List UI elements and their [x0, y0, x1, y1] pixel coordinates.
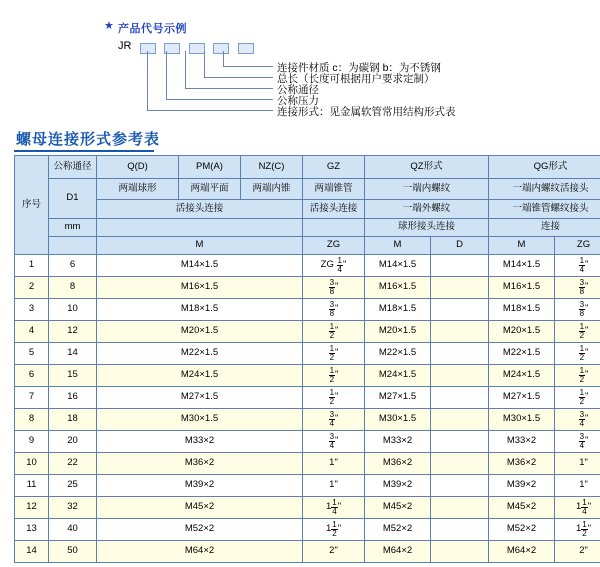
cell-qz-m: M39×2	[365, 475, 431, 497]
header-desc-nz: 两端内锥	[241, 179, 303, 200]
header-desc-q: 两端球形	[97, 179, 179, 200]
leader-line-v4	[166, 51, 167, 99]
header-group-code-gz: GZ	[303, 156, 365, 179]
cell-q-thread: M39×2	[97, 475, 303, 497]
nut-connection-table	[14, 155, 600, 563]
header-unit-qg-m: M	[489, 237, 555, 255]
header-desc-qg: 一端内螺纹活接头	[489, 179, 600, 200]
cell-qz-m: M45×2	[365, 497, 431, 519]
header-row4-gz	[303, 219, 365, 237]
cell-qg-zg: $\frac{1}{4}$ "	[555, 255, 600, 277]
cell-dn: 16	[49, 387, 97, 409]
header-unit-qg-zg: ZG	[555, 237, 600, 255]
table-row	[15, 431, 600, 453]
cell-qz-m: M20×1.5	[365, 321, 431, 343]
cell-dn: 10	[49, 299, 97, 321]
cell-seq: 13	[15, 519, 49, 541]
cell-qg-m: M52×2	[489, 519, 555, 541]
header-row3-left: 活接头连接	[97, 200, 303, 219]
header-group-code-pm: PM(A)	[179, 156, 241, 179]
cell-dn: 32	[49, 497, 97, 519]
cell-qg-zg: $\frac{1}{2}$ "	[555, 387, 600, 409]
header-desc-qz: 一端内螺纹	[365, 179, 489, 200]
cell-qz-m: M24×1.5	[365, 365, 431, 387]
cell-gz-thread: $\frac{3}{8}$ "	[303, 277, 365, 299]
cell-q-thread: M14×1.5	[97, 255, 303, 277]
cell-qz-d	[431, 277, 489, 299]
product-code-legend	[0, 0, 600, 124]
section-title-underline	[14, 150, 154, 152]
cell-seq: 8	[15, 409, 49, 431]
cell-qg-zg: $\frac{1}{2}$ "	[555, 343, 600, 365]
header-unit-qz-d: D	[431, 237, 489, 255]
cell-qg-zg: 1"	[555, 453, 600, 475]
cell-qg-m: M18×1.5	[489, 299, 555, 321]
leader-line-v3	[185, 51, 186, 88]
legend-item-length: 总长（长度可根据用户要求定制）	[277, 73, 435, 85]
cell-gz-thread: $\frac{3}{8}$ "	[303, 299, 365, 321]
cell-qz-d	[431, 387, 489, 409]
cell-qz-m: M30×1.5	[365, 409, 431, 431]
cell-qg-m: M14×1.5	[489, 255, 555, 277]
cell-qz-d	[431, 299, 489, 321]
code-box-3	[189, 43, 205, 54]
table-header-row-3	[15, 200, 600, 219]
table-row	[15, 365, 600, 387]
cell-qz-d	[431, 321, 489, 343]
header-group-code-qg: QG形式	[489, 156, 600, 179]
leader-line-v2	[204, 51, 205, 77]
cell-seq: 4	[15, 321, 49, 343]
cell-qz-m: M64×2	[365, 541, 431, 563]
legend-item-nominal-diameter: 公称通径	[277, 84, 319, 96]
cell-seq: 11	[15, 475, 49, 497]
table-row	[15, 387, 600, 409]
cell-qz-m: M22×1.5	[365, 343, 431, 365]
header-row4-qg: 连接	[489, 219, 600, 237]
cell-gz-thread: $\frac{1}{2}$ "	[303, 321, 365, 343]
cell-qg-zg: 1 $\frac{1}{2}$ "	[555, 519, 600, 541]
table-row	[15, 519, 600, 541]
header-row3-qg: 一端锥管螺纹接头	[489, 200, 600, 219]
cell-dn: 14	[49, 343, 97, 365]
cell-gz-thread: $\frac{3}{4}$ "	[303, 431, 365, 453]
leader-line-h5	[147, 110, 273, 111]
cell-qg-zg: $\frac{3}{8}$ "	[555, 299, 600, 321]
cell-qz-m: M16×1.5	[365, 277, 431, 299]
header-seq: 序号	[15, 156, 49, 255]
code-box-1	[140, 43, 156, 54]
cell-dn: 18	[49, 409, 97, 431]
cell-q-thread: M16×1.5	[97, 277, 303, 299]
cell-qg-m: M30×1.5	[489, 409, 555, 431]
header-row4-qz: 球形接头连接	[365, 219, 489, 237]
header-desc-pm: 两端平面	[179, 179, 241, 200]
cell-seq: 14	[15, 541, 49, 563]
cell-q-thread: M33×2	[97, 431, 303, 453]
cell-gz-thread: 2"	[303, 541, 365, 563]
table-row	[15, 343, 600, 365]
cell-qz-m: M52×2	[365, 519, 431, 541]
leader-line-h2	[204, 77, 273, 78]
table-header-row-1	[15, 156, 600, 179]
cell-seq: 1	[15, 255, 49, 277]
cell-dn: 40	[49, 519, 97, 541]
cell-dn: 22	[49, 453, 97, 475]
header-row4-left	[97, 219, 303, 237]
table-body	[15, 255, 600, 563]
cell-qz-d	[431, 475, 489, 497]
cell-q-thread: M18×1.5	[97, 299, 303, 321]
leader-line-v1	[223, 51, 224, 66]
cell-qg-zg: $\frac{1}{2}$ "	[555, 321, 600, 343]
header-unit-zg: ZG	[303, 237, 365, 255]
cell-qg-m: M33×2	[489, 431, 555, 453]
cell-dn: 20	[49, 431, 97, 453]
header-dn-label: 公称通径	[49, 156, 97, 179]
cell-gz-thread: $\frac{1}{2}$ "	[303, 365, 365, 387]
cell-gz-thread: $\frac{3}{4}$ "	[303, 409, 365, 431]
legend-item-nominal-pressure: 公称压力	[277, 95, 319, 107]
code-box-5	[238, 43, 254, 54]
cell-qg-m: M45×2	[489, 497, 555, 519]
cell-gz-thread: 1"	[303, 475, 365, 497]
table-row	[15, 409, 600, 431]
cell-qg-m: M20×1.5	[489, 321, 555, 343]
header-row3-qz: 一端外螺纹	[365, 200, 489, 219]
header-group-code-nz: NZ(C)	[241, 156, 303, 179]
cell-qg-m: M39×2	[489, 475, 555, 497]
cell-gz-thread: 1"	[303, 453, 365, 475]
cell-gz-thread: $\frac{1}{2}$ "	[303, 387, 365, 409]
section-title: 螺母连接形式参考表	[16, 131, 161, 148]
cell-q-thread: M22×1.5	[97, 343, 303, 365]
table-header-row-2	[15, 179, 600, 200]
cell-dn: 8	[49, 277, 97, 299]
cell-qg-zg: 1"	[555, 475, 600, 497]
cell-qz-d	[431, 431, 489, 453]
cell-q-thread: M36×2	[97, 453, 303, 475]
cell-qg-m: M24×1.5	[489, 365, 555, 387]
legend-item-material: 连接件材质 c：为碳钢 b：为不锈钢	[277, 62, 441, 74]
table-header-row-4	[15, 219, 600, 237]
cell-seq: 2	[15, 277, 49, 299]
cell-seq: 10	[15, 453, 49, 475]
cell-qz-d	[431, 541, 489, 563]
table-row	[15, 321, 600, 343]
table-header-row-5	[15, 237, 600, 255]
cell-seq: 6	[15, 365, 49, 387]
cell-seq: 12	[15, 497, 49, 519]
header-unit-qz-m: M	[365, 237, 431, 255]
cell-qz-m: M18×1.5	[365, 299, 431, 321]
cell-qz-d	[431, 519, 489, 541]
cell-q-thread: M30×1.5	[97, 409, 303, 431]
cell-seq: 3	[15, 299, 49, 321]
star-icon: ★	[104, 20, 114, 32]
cell-qg-m: M27×1.5	[489, 387, 555, 409]
cell-seq: 7	[15, 387, 49, 409]
table-row	[15, 299, 600, 321]
cell-gz-thread: ZG $\frac{1}{4}$ "	[303, 255, 365, 277]
cell-dn: 50	[49, 541, 97, 563]
cell-qg-m: M22×1.5	[489, 343, 555, 365]
leader-line-v5	[147, 51, 148, 110]
cell-q-thread: M27×1.5	[97, 387, 303, 409]
header-dn-sub: D1	[49, 179, 97, 219]
cell-dn: 15	[49, 365, 97, 387]
cell-qg-zg: $\frac{3}{8}$ "	[555, 277, 600, 299]
table-row	[15, 497, 600, 519]
header-group-code-q: Q(D)	[97, 156, 179, 179]
legend-item-connection-type: 连接形式：见金属软管常用结构形式表	[277, 106, 456, 118]
cell-seq: 5	[15, 343, 49, 365]
cell-qz-d	[431, 409, 489, 431]
table-row	[15, 453, 600, 475]
header-row3-gz: 活接头连接	[303, 200, 365, 219]
cell-qz-m: M33×2	[365, 431, 431, 453]
cell-q-thread: M64×2	[97, 541, 303, 563]
cell-qg-zg: $\frac{3}{4}$ "	[555, 409, 600, 431]
table-row	[15, 277, 600, 299]
cell-qz-m: M36×2	[365, 453, 431, 475]
cell-q-thread: M45×2	[97, 497, 303, 519]
leader-line-h1	[223, 66, 273, 67]
cell-qg-zg: $\frac{1}{2}$ "	[555, 365, 600, 387]
code-prefix: JR	[118, 40, 132, 52]
cell-qz-m: M27×1.5	[365, 387, 431, 409]
legend-title: 产品代号示例	[118, 23, 187, 35]
code-boxes	[140, 41, 258, 59]
cell-qz-d	[431, 343, 489, 365]
cell-qz-d	[431, 365, 489, 387]
cell-gz-thread: $\frac{1}{2}$ "	[303, 343, 365, 365]
cell-seq: 9	[15, 431, 49, 453]
cell-qg-zg: 1 $\frac{1}{4}$ "	[555, 497, 600, 519]
cell-qg-m: M36×2	[489, 453, 555, 475]
cell-qg-zg: 2"	[555, 541, 600, 563]
cell-gz-thread: 1 $\frac{1}{4}$ "	[303, 497, 365, 519]
cell-dn: 6	[49, 255, 97, 277]
cell-qg-m: M64×2	[489, 541, 555, 563]
cell-dn: 25	[49, 475, 97, 497]
header-unit-blank	[49, 237, 97, 255]
cell-q-thread: M24×1.5	[97, 365, 303, 387]
leader-line-h4	[166, 99, 273, 100]
table-row	[15, 255, 600, 277]
cell-q-thread: M20×1.5	[97, 321, 303, 343]
header-group-code-qz: QZ形式	[365, 156, 489, 179]
cell-qz-m: M14×1.5	[365, 255, 431, 277]
cell-qg-zg: $\frac{3}{4}$ "	[555, 431, 600, 453]
leader-line-h3	[185, 88, 273, 89]
cell-dn: 12	[49, 321, 97, 343]
cell-gz-thread: 1 $\frac{1}{2}$ "	[303, 519, 365, 541]
header-dn-unit: mm	[49, 219, 97, 237]
code-box-4	[213, 43, 229, 54]
cell-q-thread: M52×2	[97, 519, 303, 541]
cell-qz-d	[431, 453, 489, 475]
cell-qg-m: M16×1.5	[489, 277, 555, 299]
table-row	[15, 541, 600, 563]
table-row	[15, 475, 600, 497]
cell-qz-d	[431, 255, 489, 277]
header-unit-m: M	[97, 237, 303, 255]
header-desc-gz: 两端锥管	[303, 179, 365, 200]
cell-qz-d	[431, 497, 489, 519]
